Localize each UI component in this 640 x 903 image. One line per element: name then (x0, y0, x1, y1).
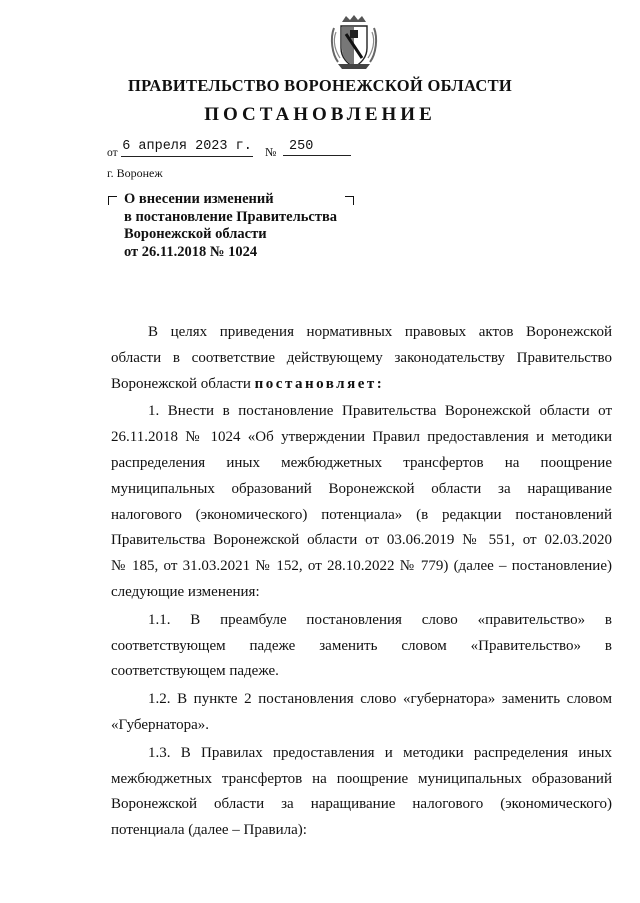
text-line: соответствующем падеже заменить словом «Правительство» в (111, 637, 612, 654)
text-line: 1.1. В преамбуле постановления слово «правительство» в (148, 611, 612, 628)
subject-bracket-left (108, 196, 117, 205)
document-number: 250 (283, 138, 351, 156)
text-line: «Губернатора». (111, 716, 210, 733)
text-line: области в соответствие действующему законодательству Правительство (111, 349, 612, 366)
organization-name: ПРАВИТЕЛЬСТВО ВОРОНЕЖСКОЙ ОБЛАСТИ (127, 76, 513, 95)
text-line (111, 372, 612, 398)
paragraph-item-1-1 (111, 608, 612, 685)
document-body (111, 320, 612, 844)
text-line: 1.2. В пункте 2 постановления слово «губернатора» заменить словом (148, 691, 612, 708)
paragraph-item-1 (111, 399, 612, 605)
document-type: ПОСТАНОВЛЕНИЕ (204, 104, 436, 125)
text-line: В целях приведения нормативных правовых актов Воронежской (148, 324, 612, 340)
paragraph-preamble (111, 320, 612, 397)
text-fragment: Воронежской области (111, 375, 251, 392)
text-line: соответствующем падеже. (111, 663, 279, 680)
text-line: Воронежской области за наращивание налогового (экономического) (111, 796, 612, 813)
text-line: потенциала (далее – Правила): (111, 822, 307, 839)
paragraph-item-1-2 (111, 687, 612, 739)
paragraph-item-1-3 (111, 741, 612, 844)
date-prefix: от (107, 147, 118, 159)
text-line: распределения иных межбюджетных трансфертов на поощрение (111, 454, 612, 471)
number-label: № (265, 145, 277, 159)
text-line: муниципальных образований Воронежской области за наращивание (111, 480, 612, 497)
subject-line: Воронежской области (124, 226, 267, 242)
subject-line: О внесении изменений (124, 191, 274, 207)
text-line: № 185, от 31.03.2021 № 152, от 28.10.2022 № 779) (далее – постановление) (111, 558, 612, 575)
document-city: г. Воронеж (107, 166, 163, 180)
subject-line: от 26.11.2018 № 1024 (124, 243, 258, 260)
coat-of-arms-icon (328, 14, 380, 72)
text-line: налогового (экономического) потенциала» (в редакции постановлений (111, 506, 612, 523)
resolves-word: постановляет: (254, 375, 385, 392)
text-line: 26.11.2018 № 1024 «Об утверждении Правил предоставления и методики (111, 429, 612, 446)
document-subject (124, 191, 364, 261)
text-line: 1. Внести в постановление Правительства Воронежской области от (148, 403, 612, 420)
document-date: 6 апреля 2023 г. (121, 138, 253, 157)
subject-line: в постановление Правительства (124, 208, 338, 225)
text-line: следующие изменения: (111, 583, 260, 600)
text-line: Правительства Воронежской области от 03.06.2019 № 551, от 02.03.2020 (111, 532, 612, 549)
date-number-row (107, 138, 367, 160)
text-line: 1.3. В Правилах предоставления и методики распределения иных (148, 744, 612, 761)
text-line: межбюджетных трансфертов на поощрение муниципальных образований (111, 770, 612, 787)
